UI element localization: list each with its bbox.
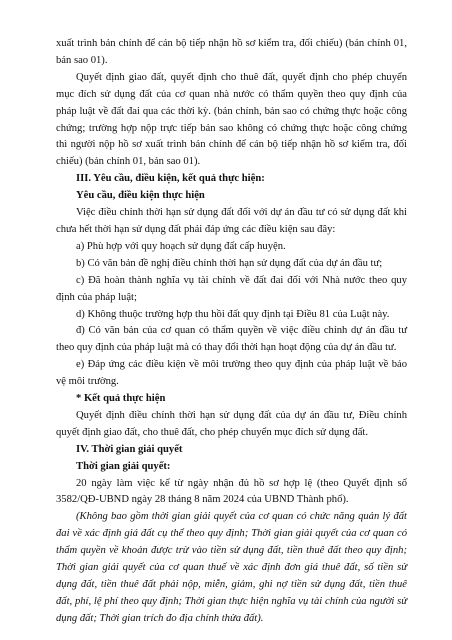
condition-dd: đ) Có văn bản của cơ quan có thẩm quyền về việc điều chỉnh dự án đầu tư theo quy định của pháp luật mà có thay đổi thời hạn hoạt động của dự án đầu tư. <box>56 325 407 354</box>
paragraph-submission-note: xuất trình bản chính để cán bộ tiếp nhận hồ sơ kiểm tra, đối chiếu) (bản chính 01, bản sao 01). <box>56 38 407 66</box>
paragraph-land-decision: Quyết định giao đất, quyết định cho thuê đất, quyết định cho phép chuyển mục đích sử dụng đất của cơ quan nhà nước có thẩm quyền theo quy định của pháp luật về đất đai qua các thời kỳ. (bản chính, bản sao có chứng thực hoặc công chứng; trường hợp nộp trực tiếp bản sao không có chứng thực hoặc công chứng thì người nộp hồ sơ xuất trình bản chính để cán bộ tiếp nhận hồ sơ kiểm tra, đối chiếu) (bản chính 01, bản sao 01). <box>56 71 407 168</box>
subheading-processing-time: Thời gian giải quyết: <box>76 460 171 472</box>
condition-e: e) Đáp ứng các điều kiện về môi trường theo quy định của pháp luật về bảo vệ môi trường. <box>56 359 407 388</box>
paragraph-processing-time: 20 ngày làm việc kể từ ngày nhận đủ hồ sơ hợp lệ (theo Quyết định số 3582/QĐ-UBND ngày 28 tháng 8 năm 2024 của UBND Thành phố). <box>56 477 407 506</box>
section-heading-iii: III. Yêu cầu, điều kiện, kết quả thực hiện: <box>76 173 265 185</box>
condition-c: c) Đã hoàn thành nghĩa vụ tài chính về đất đai đối với Nhà nước theo quy định của pháp luật; <box>56 274 407 303</box>
document-page <box>56 36 407 628</box>
paragraph-exclusions-note: (Không bao gồm thời gian giải quyết của cơ quan có chức năng quản lý đất đai về xác định giá đất cụ thể theo quy định; Thời gian giải quyết của cơ quan có thẩm quyền về khoản được trừ vào tiền sử dụng đất, tiền thuê đất theo quy định; Thời gian giải quyết của cơ quan thuế về xác định đơn giá thuê đất, số tiền sử dụng đất, tiền thuê đất phải nộp, miễn, giảm, ghi nợ tiền sử dụng đất, tiền thuê đất, phí, lệ phí theo quy định; Thời gian thực hiện nghĩa vụ tài chính của người sử dụng đất; Thời gian trích đo địa chính thửa đất). <box>56 511 407 624</box>
condition-b: b) Có văn bản đề nghị điều chỉnh thời hạn sử dụng đất của dự án đầu tư; <box>76 257 383 269</box>
condition-a: a) Phù hợp với quy hoạch sử dụng đất cấp huyện. <box>76 240 286 252</box>
subheading-results: * Kết quả thực hiện <box>76 393 166 405</box>
condition-d: d) Không thuộc trường hợp thu hồi đất quy định tại Điều 81 của Luật này. <box>76 308 390 320</box>
subheading-requirements: Yêu cầu, điều kiện thực hiện <box>76 190 205 202</box>
section-heading-iv: IV. Thời gian giải quyết <box>76 443 183 455</box>
paragraph-requirements-intro: Việc điều chỉnh thời hạn sử dụng đất đối với dự án đầu tư có sử dụng đất khi chưa hết thời hạn sử dụng đất phải đáp ứng các điều kiện sau đây: <box>56 207 407 235</box>
paragraph-results: Quyết định điều chỉnh thời hạn sử dụng đất của dự án đầu tư, Điều chỉnh quyết định giao đất, cho thuê đất, cho phép chuyển mục đích sử dụng đất. <box>56 409 407 438</box>
